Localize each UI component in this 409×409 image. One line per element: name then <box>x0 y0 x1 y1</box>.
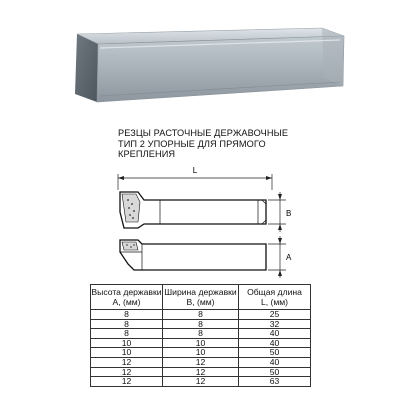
caption-line-3: КРЕПЛЕНИЯ <box>118 149 176 160</box>
table-row <box>91 310 311 320</box>
cell-length: 50 <box>239 348 311 358</box>
header-width-line-1: Ширина державки <box>164 287 237 297</box>
cell-length: 63 <box>239 377 311 387</box>
top-view <box>120 192 266 228</box>
cell-length: 40 <box>239 329 311 339</box>
cell-length: 32 <box>239 319 311 329</box>
cell-width: 8 <box>163 329 239 339</box>
header-length-line-2: L, (мм) <box>260 297 289 307</box>
dimension-b-label: B <box>286 209 292 218</box>
cell-height: 12 <box>91 367 163 377</box>
header-height-line-1: Высота державки <box>91 287 162 297</box>
header-length-line-1: Общая длина <box>247 287 302 297</box>
table-header-row <box>91 285 311 310</box>
table-row <box>91 329 311 339</box>
cell-width: 8 <box>163 319 239 329</box>
dimension-a-label: A <box>286 253 292 262</box>
cell-height: 8 <box>91 329 163 339</box>
cell-length: 25 <box>239 310 311 320</box>
cell-height: 10 <box>91 338 163 348</box>
cell-width: 10 <box>163 348 239 358</box>
product-photo <box>0 0 409 118</box>
cell-length: 40 <box>239 357 311 367</box>
technical-drawing <box>90 160 330 284</box>
cell-width: 10 <box>163 338 239 348</box>
dimension-l-label: L <box>192 166 198 175</box>
cell-height: 12 <box>91 377 163 387</box>
caption-line-2: ТИП 2 УПОРНЫЕ ДЛЯ ПРЯМОГО <box>118 138 266 149</box>
cell-height: 10 <box>91 348 163 358</box>
header-height <box>91 285 163 310</box>
header-length <box>239 285 311 310</box>
cell-length: 50 <box>239 367 311 377</box>
header-width-line-2: B, (мм) <box>186 297 215 307</box>
header-width <box>163 285 239 310</box>
product-caption <box>118 128 318 160</box>
table-row <box>91 377 311 387</box>
table-row <box>91 357 311 367</box>
cell-length: 40 <box>239 338 311 348</box>
cell-width: 12 <box>163 367 239 377</box>
caption-line-1: РЕЗЦЫ РАСТОЧНЫЕ ДЕРЖАВОЧНЫЕ <box>118 128 289 138</box>
cell-height: 12 <box>91 357 163 367</box>
cell-width: 8 <box>163 310 239 320</box>
dimensions-table <box>90 284 311 387</box>
cell-width: 12 <box>163 357 239 367</box>
cell-width: 12 <box>163 377 239 387</box>
header-height-line-2: A, (мм) <box>112 297 141 307</box>
cell-height: 8 <box>91 319 163 329</box>
side-view <box>120 240 266 270</box>
cell-height: 8 <box>91 310 163 320</box>
